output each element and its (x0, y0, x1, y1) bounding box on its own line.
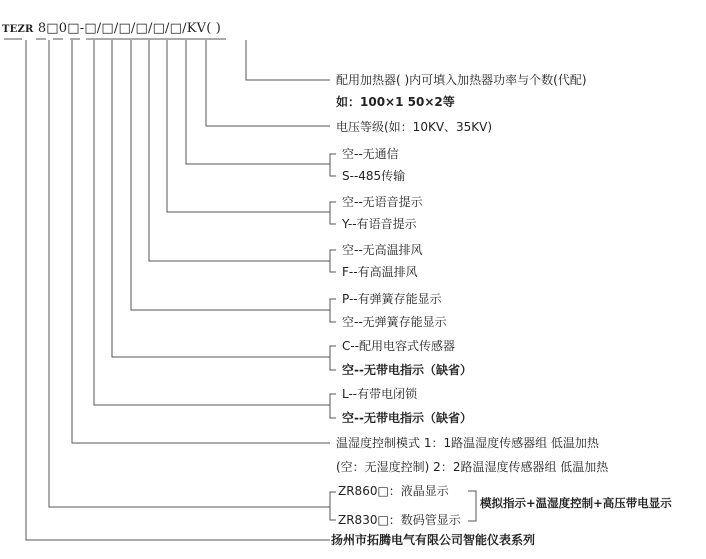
comm-option-485: S--485传输 (342, 169, 406, 183)
display-features-note: 模拟指示+温湿度控制+高压带电显示 (480, 496, 672, 510)
voice-option-yes: Y--有语音提示 (342, 217, 417, 231)
heater-example: 如：100×1 50×2等 (336, 95, 455, 109)
sensor-option-none: 空--无带电指示（缺省） (342, 363, 472, 377)
spring-option-none: 空--无弹簧存能显示 (342, 315, 447, 329)
model-prefix: TEZR (2, 24, 34, 35)
exhaust-option-none: 空--无高温排风 (342, 243, 423, 257)
humidity-mode-2: (空：无湿度控制) 2：2路温湿度传感器组 低温加热 (336, 460, 609, 474)
model-code-text: 8□0□-□/□/□/□/□/□/KV( ) (37, 21, 222, 36)
heater-desc: 配用加热器( )内可填入加热器功率与个数(代配) (336, 73, 587, 87)
voltage-desc: 电压等级(如：10KV、35KV) (336, 120, 493, 134)
lock-option-none: 空--无带电指示（缺省） (342, 411, 472, 425)
company-series: 扬州市拓腾电气有限公司智能仪表系列 (331, 533, 536, 547)
display-option-lcd: ZR860□：液晶显示 (338, 484, 449, 498)
spring-option-yes: P--有弹簧存能显示 (342, 292, 442, 306)
lock-option-yes: L--有带电闭锁 (342, 387, 418, 401)
comm-option-none: 空--无通信 (342, 147, 399, 161)
humidity-mode-1: 温湿度控制模式 1：1路温湿度传感器组 低温加热 (336, 436, 599, 450)
sensor-option-capacitive: C--配用电容式传感器 (342, 339, 456, 353)
exhaust-option-yes: F--有高温排风 (342, 265, 418, 279)
voice-option-none: 空--无语音提示 (342, 195, 423, 209)
display-option-led: ZR830□：数码管显示 (338, 513, 461, 527)
